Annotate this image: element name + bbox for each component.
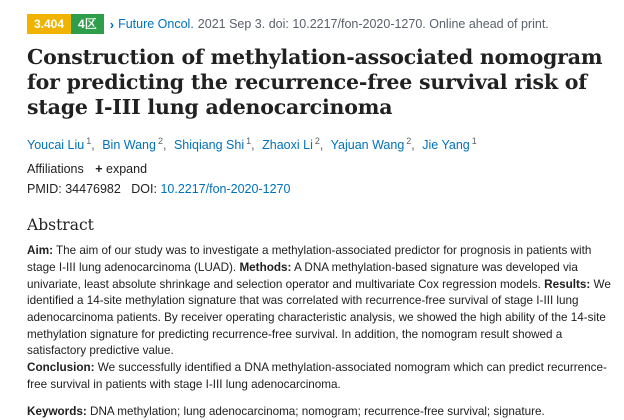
- citation-text: 2021 Sep 3. doi: 10.2217/fon-2020-1270. Online ahead of print.: [197, 17, 549, 31]
- article-identifiers: [27, 181, 615, 197]
- author-separator: ,: [251, 138, 255, 153]
- author-link[interactable]: Youcai Liu: [27, 138, 85, 153]
- doi-link[interactable]: 10.2217/fon-2020-1270: [160, 182, 291, 197]
- abstract-heading: Abstract: [27, 216, 94, 235]
- author-separator: ,: [162, 138, 167, 153]
- keywords-text: DNA methylation; lung adenocarcinoma; nomogram; recurrence-free survival; signature.: [86, 405, 545, 419]
- keywords: [27, 404, 615, 420]
- affiliations-label: Affiliations: [27, 162, 84, 177]
- methods-label: Methods:: [239, 260, 292, 274]
- author-link[interactable]: Shiqiang Shi: [173, 138, 245, 153]
- article-page: [27, 14, 615, 420]
- expand-label: expand: [106, 162, 148, 177]
- author-affiliation-number[interactable]: 1: [246, 136, 252, 146]
- author-affiliation-number[interactable]: 2: [157, 136, 163, 146]
- results-text: We identified a 14-site methylation signature that was correlated with recurrence-free survival of stage I-III lung adenocarcinoma patients. By receiver operating characteristic analysis, we showed the high ability of the 14-site methylation signature for predicting recurrence-free survival. In addition, the nomogram result showed a satisfactory predictive value.: [27, 277, 611, 358]
- pmid-label: PMID:: [27, 182, 62, 197]
- author-list: [27, 133, 615, 153]
- keywords-label: Keywords:: [27, 405, 87, 419]
- author-affiliation-number[interactable]: 1: [471, 136, 477, 146]
- author-separator: ,: [91, 138, 95, 153]
- methods-text: A DNA methylation-based signature was developed via univariate, least absolute shrinkage and selection operator and multivariate Cox regression models.: [27, 260, 578, 291]
- aim-label: Aim:: [27, 244, 53, 258]
- author-link[interactable]: Yajuan Wang: [330, 138, 405, 153]
- impact-factor-badge: 3.404: [27, 14, 71, 34]
- author-link[interactable]: Bin Wang: [102, 138, 156, 153]
- author-link[interactable]: Jie Yang: [422, 138, 470, 153]
- pmid-value: 34476982: [65, 182, 121, 197]
- quartile-badge: 4区: [71, 14, 104, 34]
- chevron-right-icon[interactable]: ›: [109, 16, 115, 32]
- author-affiliation-number[interactable]: 2: [406, 136, 412, 146]
- article-title: Construction of methylation-associated nomogram for predicting the recurrence-free survival risk of stage I-III lung adenocarcinoma: [27, 45, 603, 119]
- citation-bar: [27, 14, 615, 34]
- conclusion-text: We successfully identified a DNA methylation-associated nomogram which can predict recurrence-free survival in patients with stage I-III lung adenocarcinoma.: [27, 361, 607, 391]
- plus-icon: +: [95, 162, 103, 177]
- doi-label: DOI:: [131, 182, 157, 197]
- conclusion-label: Conclusion:: [27, 361, 95, 375]
- results-label: Results:: [544, 277, 591, 291]
- author-link[interactable]: Zhaoxi Li: [262, 138, 313, 153]
- abstract-body: [27, 243, 615, 393]
- affiliations-toggle[interactable]: [27, 161, 615, 177]
- author-affiliation-number[interactable]: 1: [86, 136, 92, 146]
- author-affiliation-number[interactable]: 2: [314, 136, 320, 146]
- author-separator: ,: [319, 138, 324, 153]
- author-separator: ,: [411, 138, 415, 153]
- aim-text: The aim of our study was to investigate a methylation-associated predictor for prognosis in patients with stage I-III lung adenocarcinoma (LUAD).: [27, 244, 592, 274]
- journal-link[interactable]: Future Oncol.: [118, 17, 194, 31]
